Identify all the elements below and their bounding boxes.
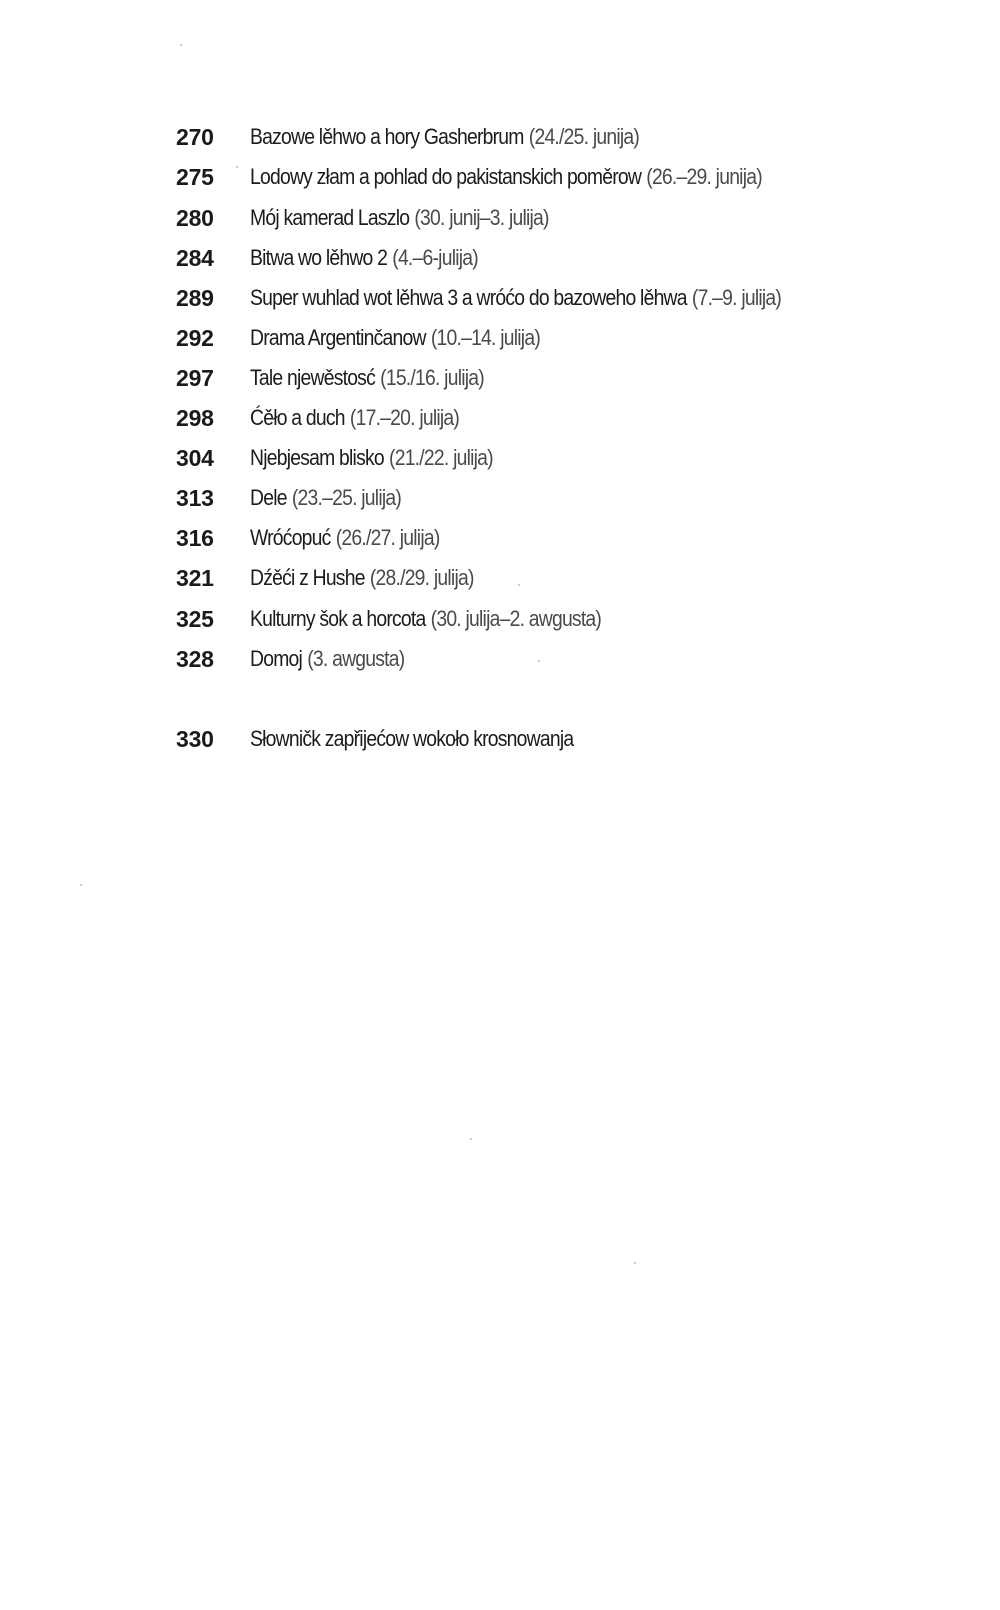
entry-date: (4.–6-julija) bbox=[392, 245, 478, 270]
entry-date: (24./25. junija) bbox=[528, 124, 640, 149]
toc-entry bbox=[176, 201, 976, 235]
toc-entry bbox=[176, 642, 976, 676]
entry-title: Kulturny šok a horcota bbox=[250, 606, 426, 631]
page-number: 297 bbox=[176, 364, 214, 391]
entry-title: Domoj bbox=[250, 646, 303, 671]
scan-speck bbox=[634, 1262, 636, 1264]
entry-title: Słowničk zapřijećow wokoło krosnowanja bbox=[250, 726, 574, 751]
entry-date: (28./29. julija) bbox=[369, 565, 474, 590]
page-number: 270 bbox=[176, 123, 214, 150]
entry-text bbox=[250, 445, 493, 471]
page-number: 292 bbox=[176, 324, 214, 351]
entry-date: (10.–14. julija) bbox=[430, 325, 540, 350]
page-number: 289 bbox=[176, 284, 214, 311]
entry-date: (21./22. julija) bbox=[389, 445, 493, 470]
page-number: 330 bbox=[176, 725, 214, 752]
entry-date: (26.–29. junija) bbox=[646, 164, 762, 189]
toc-entry bbox=[176, 281, 976, 315]
entry-text bbox=[250, 485, 401, 511]
scan-speck bbox=[470, 1138, 472, 1140]
entry-date: (15./16. julija) bbox=[380, 365, 484, 390]
page-number: 298 bbox=[176, 404, 214, 431]
scan-speck bbox=[80, 884, 82, 886]
entry-title: Mój kamerad Laszlo bbox=[250, 205, 410, 230]
entry-title: Drama Argentinčanow bbox=[250, 325, 426, 350]
toc-entry bbox=[176, 321, 976, 355]
toc-entry bbox=[176, 361, 976, 395]
entry-title: Super wuhlad wot lěhwa 3 a wróćo do bazoweho lěhwa bbox=[250, 285, 687, 310]
entry-text bbox=[250, 325, 540, 351]
toc-entry bbox=[176, 401, 976, 435]
entry-text bbox=[250, 285, 781, 311]
entry-text bbox=[250, 525, 440, 551]
entry-text bbox=[250, 205, 549, 231]
toc-entry bbox=[176, 441, 976, 475]
page-number: 321 bbox=[176, 564, 214, 591]
page-number: 275 bbox=[176, 163, 214, 190]
toc-entry bbox=[176, 521, 976, 555]
entry-date: (7.–9. julija) bbox=[691, 285, 782, 310]
toc-entry bbox=[176, 602, 976, 636]
toc-entry bbox=[176, 160, 976, 194]
toc-appendix-entry bbox=[176, 722, 976, 756]
entry-date: (17.–20. julija) bbox=[349, 405, 460, 430]
entry-title: Njebjesam blisko bbox=[250, 445, 384, 470]
toc-entry bbox=[176, 120, 976, 154]
entry-text bbox=[250, 245, 478, 271]
entry-text bbox=[250, 365, 484, 391]
entry-date: (30. junij–3. julija) bbox=[414, 205, 549, 230]
page-number: 304 bbox=[176, 444, 214, 471]
entry-date: (3. awgusta) bbox=[307, 646, 405, 671]
entry-title: Ćěło a duch bbox=[250, 405, 345, 430]
toc-entry bbox=[176, 241, 976, 275]
entry-text bbox=[250, 124, 639, 150]
page-number: 316 bbox=[176, 524, 214, 551]
entry-text bbox=[250, 646, 404, 672]
toc-entry bbox=[176, 561, 976, 595]
page-number: 284 bbox=[176, 244, 214, 271]
entry-date: (26./27. julija) bbox=[335, 525, 440, 550]
entry-date: (23.–25. julija) bbox=[291, 485, 402, 510]
toc-entry bbox=[176, 481, 976, 515]
entry-text bbox=[250, 565, 474, 591]
page-number: 280 bbox=[176, 204, 214, 231]
entry-text bbox=[250, 726, 573, 752]
entry-text bbox=[250, 164, 762, 190]
entry-title: Dele bbox=[250, 485, 287, 510]
entry-text bbox=[250, 606, 601, 632]
entry-title: Lodowy złam a pohlad do pakistanskich poměrow bbox=[250, 164, 642, 189]
entry-date: (30. julija–2. awgusta) bbox=[430, 606, 602, 631]
page-number: 313 bbox=[176, 484, 214, 511]
scan-speck bbox=[518, 584, 520, 586]
entry-title: Bazowe lěhwo a hory Gasherbrum bbox=[250, 124, 524, 149]
entry-title: Bitwa wo lěhwo 2 bbox=[250, 245, 388, 270]
scan-speck bbox=[180, 44, 182, 46]
scan-speck bbox=[538, 660, 540, 662]
page-number: 328 bbox=[176, 645, 214, 672]
entry-title: Tale njewěstosć bbox=[250, 365, 375, 390]
entry-title: Wróćopuć bbox=[250, 525, 331, 550]
entry-title: Dźěći z Hushe bbox=[250, 565, 365, 590]
entry-text bbox=[250, 405, 459, 431]
page-number: 325 bbox=[176, 605, 214, 632]
scan-speck bbox=[236, 166, 238, 168]
